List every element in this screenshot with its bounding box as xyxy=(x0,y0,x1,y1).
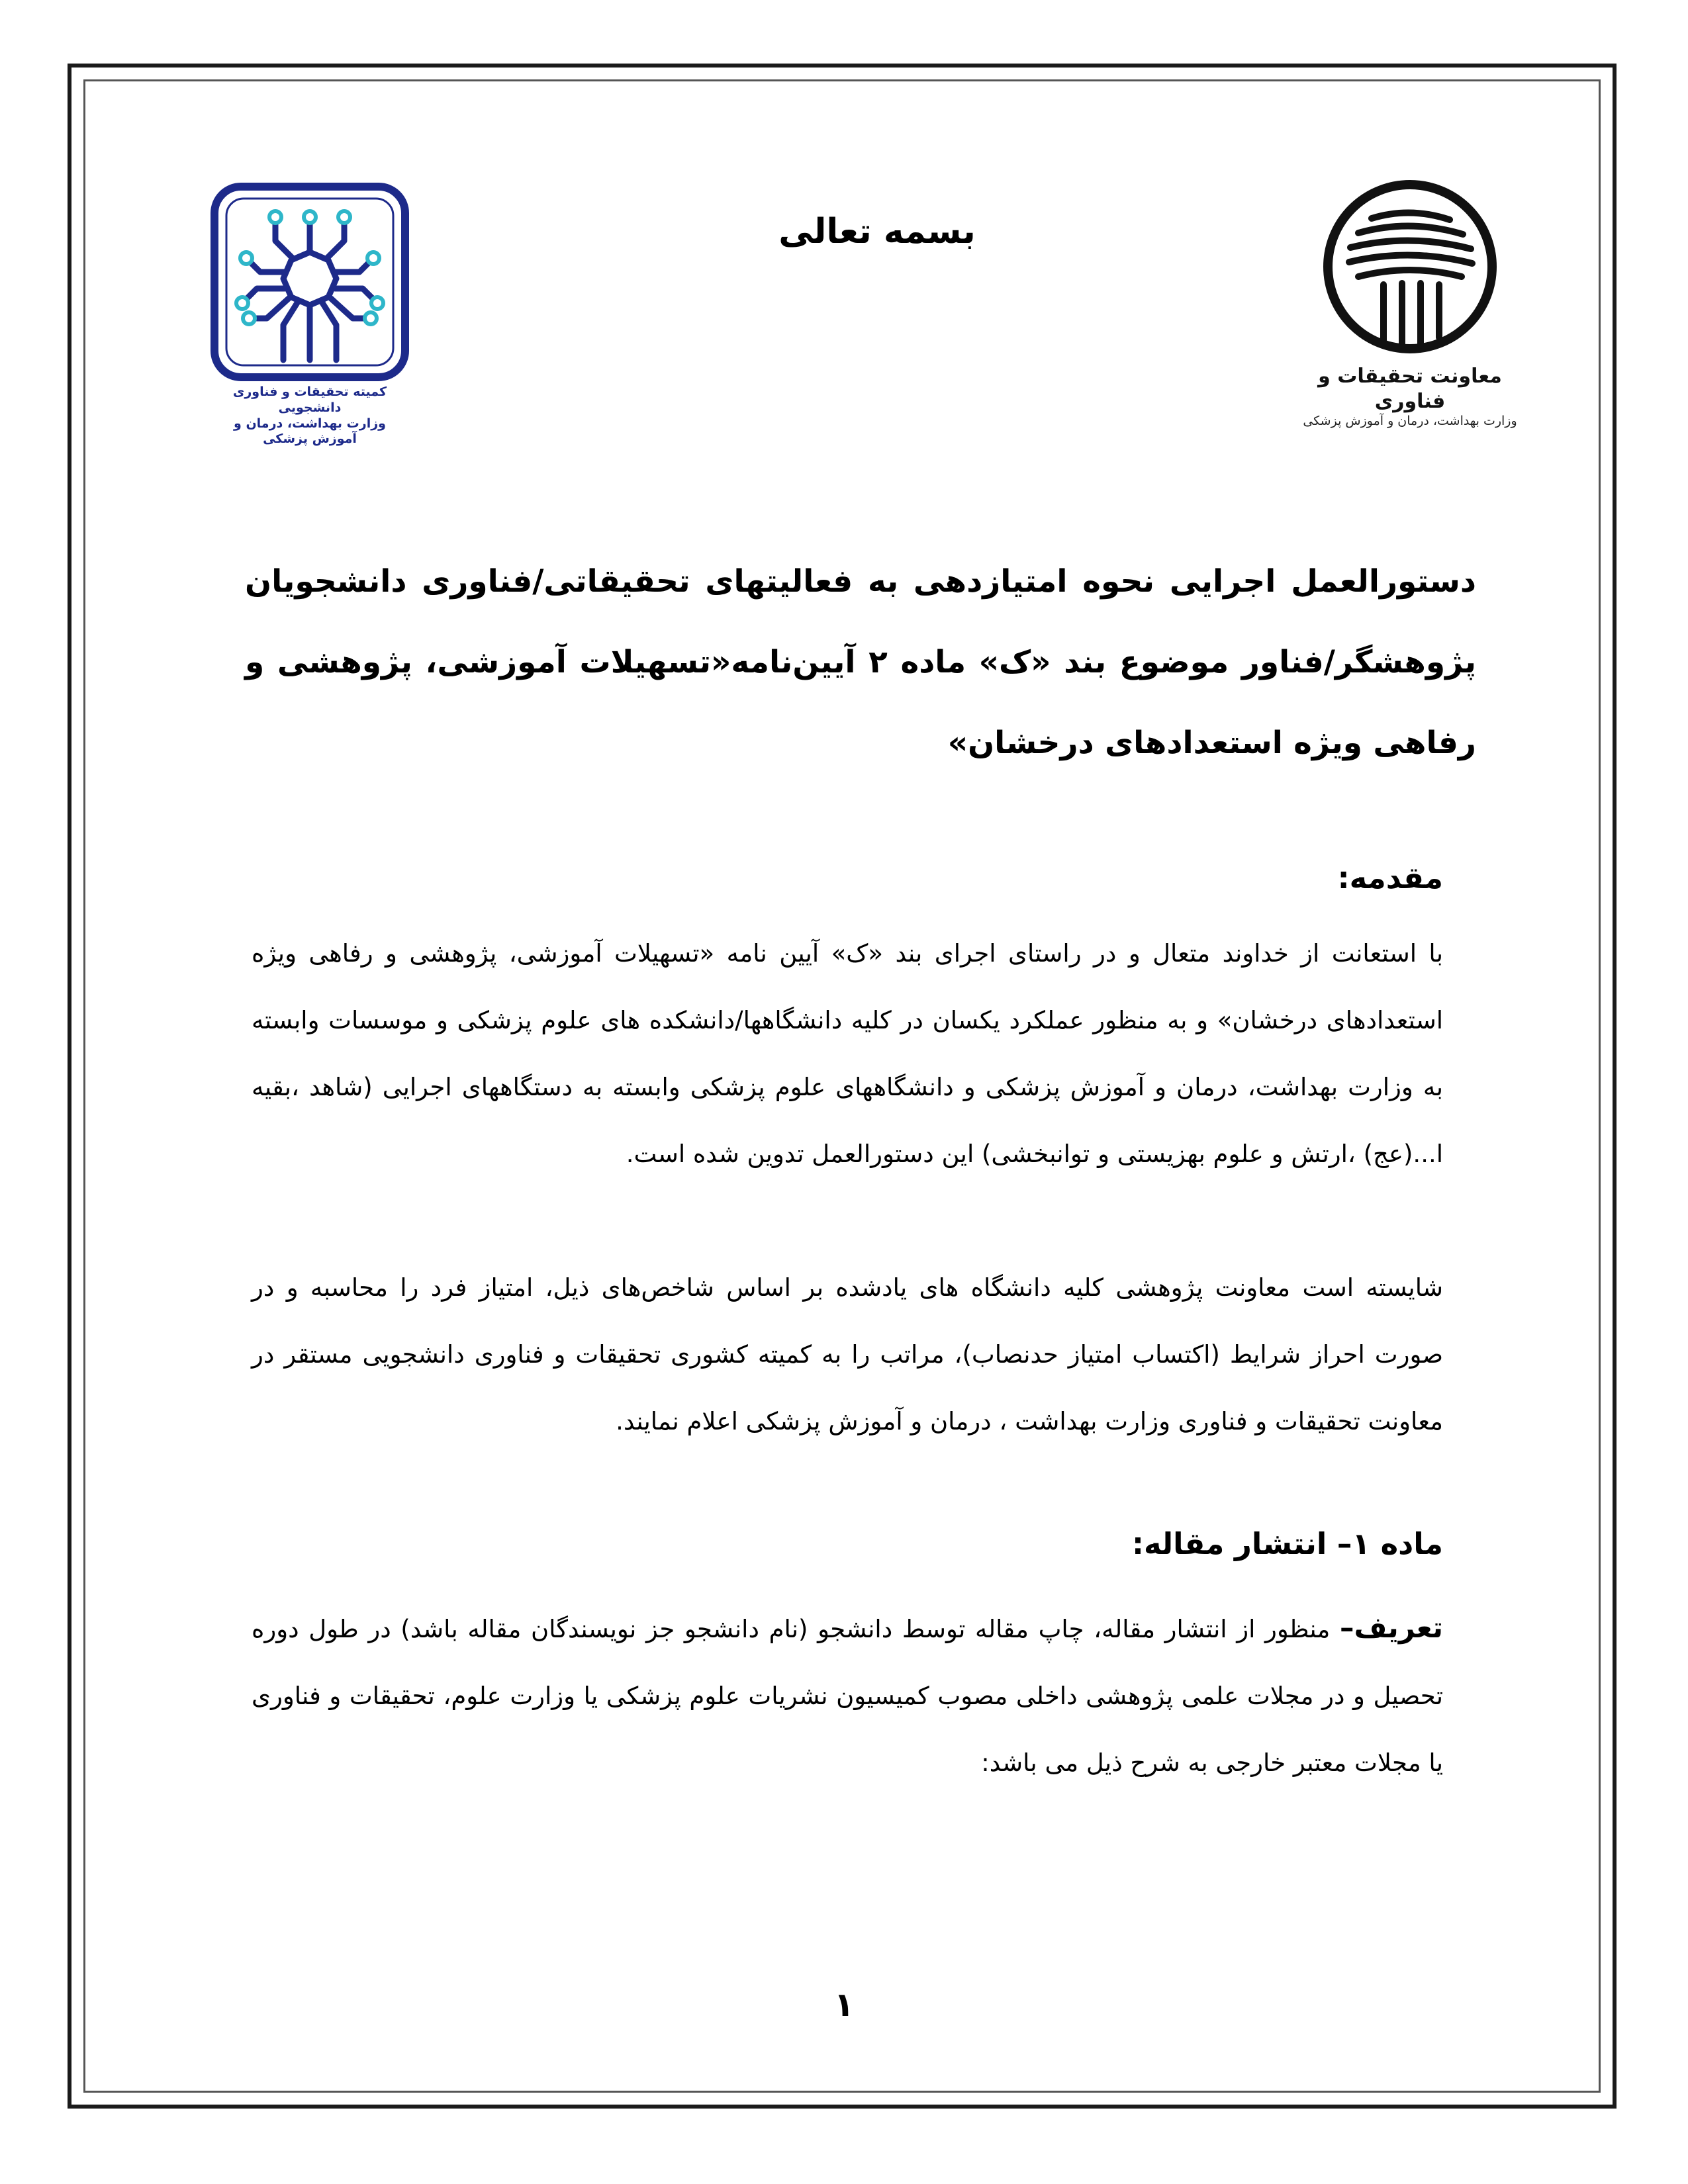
circuit-tree-icon xyxy=(211,183,409,381)
document-title: دستورالعمل اجرایی نحوه امتیازدهی به فعالیتهای تحقیقاتی/فناوری دانشجویان پژوهشگر/فناور موضوع بند «ک» ماده ۲ آیین‌نامه«تسهیلات آموزشی، پژوهشی و رفاهی ویژه استعدادهای درخشان» xyxy=(245,563,1476,761)
definition-label: تعریف– xyxy=(1339,1612,1443,1645)
definition-text: منظور از انتشار مقاله، چاپ مقاله توسط دانشجو (نام دانشجو جز نویسندگان مقاله باشد) در طول دوره تحصیل و در مجلات علمی پژوهشی داخلی مصوب کمیسیون نشریات علوم پزشکی یا وزارت علوم، تحقیقات و فناوری یا مجلات معتبر خارجی به شرح ذیل می باشد: xyxy=(252,1615,1443,1777)
student-committee-caption xyxy=(211,385,409,447)
research-deputy-caption-line1: معاونت تحقیقات و فناوری xyxy=(1318,365,1502,413)
intro-paragraph-2: شایسته است معاونت پژوهشی کلیه دانشگاه های یادشده بر اساس شاخص‌های ذیل، امتیاز فرد را محاسبه و در صورت احراز شرایط (اکتساب امتیاز حدنصاب)، مراتب را به کمیته کشوری تحقیقات و فناوری دانشجویی مستقر در معاونت تحقیقات و فناوری وزارت بهداشت ، درمان و آموزش پزشکی اعلام نمایند. xyxy=(252,1273,1443,1435)
research-deputy-caption-line2: وزارت بهداشت، درمان و آموزش پزشکی xyxy=(1303,414,1517,428)
student-committee-caption-line2: وزارت بهداشت، درمان و آموزش پزشکی xyxy=(234,416,386,447)
intro-paragraph-1: با استعانت از خداوند متعال و در راستای اجرای بند «ک» آیین نامه «تسهیلات آموزشی، پژوهشی و رفاهی ویژه استعدادهای درخشان» و به منظور عملکرد یکسان در کلیه دانشگاهها/دانشکده های علوم پزشکی و موسسات وابسته به وزارت بهداشت، درمان و آموزش پزشکی و دانشگاههای علوم پزشکی وابسته به دستگاههای اجرایی (شاهد ،بقیه ا...(عج) ،ارتش و علوم بهزیستی و توانبخشی) این دستورالعمل تدوین شده است. xyxy=(252,939,1443,1168)
student-committee-caption-line1: کمیته تحقیقات و فناوری دانشجویی xyxy=(232,385,387,415)
article-1-heading: ماده ۱– انتشار مقاله: xyxy=(1131,1526,1443,1561)
basmala-heading: بسمه تعالی xyxy=(778,212,976,251)
research-deputy-caption xyxy=(1297,364,1523,430)
research-deputy-logo xyxy=(1297,177,1523,428)
tree-emblem-icon xyxy=(1297,177,1523,356)
page-number: ۱ xyxy=(833,1985,855,2024)
intro-heading: مقدمه: xyxy=(1337,860,1443,895)
article-1-definition xyxy=(252,1595,1443,1796)
student-research-committee-logo xyxy=(211,183,409,447)
